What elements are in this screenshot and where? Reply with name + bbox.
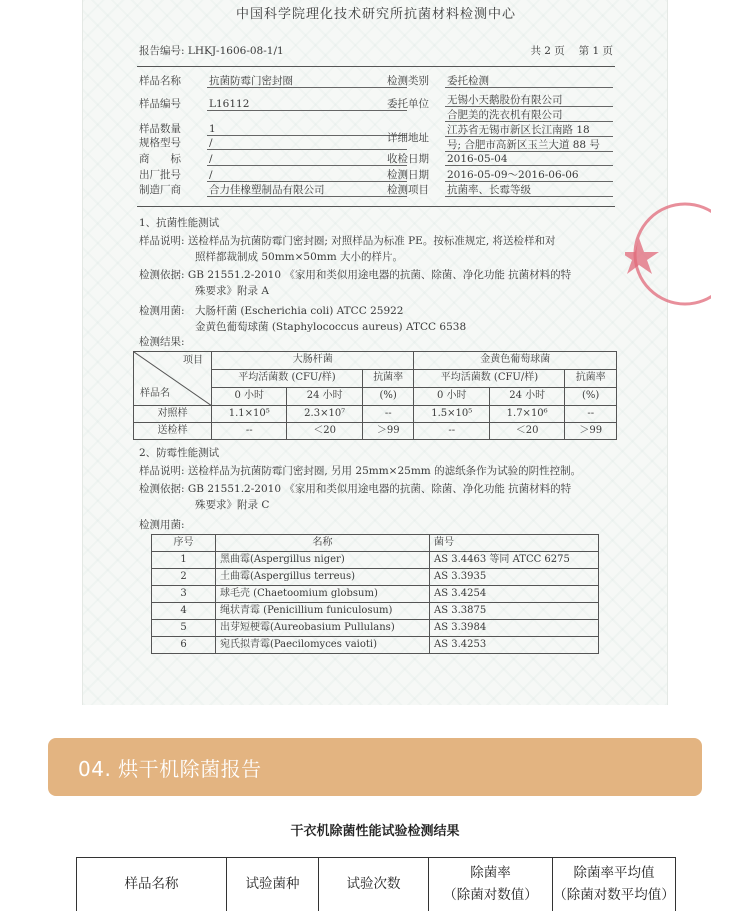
table-cell: 5 — [152, 620, 216, 637]
info-value: / — [207, 152, 407, 166]
avg-header-line: 除菌率平均值 — [573, 864, 655, 881]
report-header-title: 中国科学院理化技术研究所抗菌材料检测中心 — [235, 7, 516, 22]
column-header: 0 小时 — [212, 388, 287, 406]
table-row — [152, 620, 599, 637]
info-value: 2016-05-09～2016-06-06 — [445, 168, 613, 182]
column-header — [553, 858, 676, 911]
table-row — [152, 603, 599, 620]
info-value: 委托检测 — [445, 74, 613, 88]
test-basis: 检测依据: GB 21551.2-2010 《家用和类似用途电器的抗菌、除菌、净化功能 抗菌材料的特 — [139, 483, 572, 495]
results-title: 干衣机除菌性能试验检测结果 — [290, 824, 460, 839]
table-cell: 土曲霉(Aspergillus terreus) — [216, 569, 430, 586]
info-value: 合肥美的洗衣机有限公司 — [445, 108, 613, 122]
table-cell: 出芽短梗霉(Aureobasium Pullulans) — [216, 620, 430, 637]
table-cell: 黑曲霉(Aspergillus niger) — [216, 552, 430, 569]
table-cell: 2 — [152, 569, 216, 586]
table-cell: AS 3.4253 — [430, 637, 599, 654]
table-cell: -- — [362, 406, 414, 423]
table-cell: -- — [414, 423, 489, 440]
info-value: 合力佳橡塑制品有限公司 — [207, 183, 407, 197]
table-cell: AS 3.3984 — [430, 620, 599, 637]
sample-note: 样品说明: 送检样品为抗菌防霉门密封圈; 对照样品为标准 PE。按标准规定, 将送检样和对 — [139, 235, 556, 247]
table-cell: 1 — [152, 552, 216, 569]
column-header: (%) — [565, 388, 617, 406]
info-label: 收检日期 — [387, 153, 429, 165]
column-header: 菌号 — [430, 535, 599, 552]
info-value: 抗菌防霉门密封圈 — [207, 74, 407, 88]
column-header: 24 小时 — [489, 388, 564, 406]
sample-note: 照样都裁制成 50mm×50mm 大小的样片。 — [195, 251, 404, 263]
page-info: 共 2 页 第 1 页 — [530, 45, 613, 57]
dryer-results-table — [76, 857, 676, 911]
info-value: 抗菌率、长霉等级 — [445, 183, 613, 197]
info-value: / — [207, 168, 407, 182]
column-header: 名称 — [216, 535, 430, 552]
table-cell: 绳状青霉 (Penicillium funiculosum) — [216, 603, 430, 620]
info-label: 制造厂商 — [139, 184, 181, 196]
info-value: 1 — [207, 122, 407, 136]
table-cell: 3 — [152, 586, 216, 603]
info-value: L16112 — [207, 97, 407, 111]
table-cell: 宛氏拟青霉(Paecilomyces vaioti) — [216, 637, 430, 654]
test-basis: 检测依据: GB 21551.2-2010 《家用和类似用途电器的抗菌、除菌、净化功能 抗菌材料的特 — [139, 269, 572, 281]
info-label: 样品编号 — [139, 98, 181, 110]
report-number: 报告编号: LHKJ-1606-08-1/1 — [139, 45, 284, 57]
section-banner — [48, 738, 702, 796]
info-value: 2016-05-04 — [445, 152, 613, 166]
strains-label: 检测用菌: — [139, 519, 185, 531]
table-cell: -- — [212, 423, 287, 440]
column-header: (%) — [362, 388, 414, 406]
table-cell: 1.5×10⁵ — [414, 406, 489, 423]
info-label: 检测项目 — [387, 184, 429, 196]
column-header: 序号 — [152, 535, 216, 552]
column-header: 试验菌种 — [227, 858, 319, 911]
test-basis: 殊要求》附录 C — [195, 499, 270, 511]
table-corner-cell — [134, 352, 212, 406]
section-title: 2、防霉性能测试 — [139, 447, 220, 459]
info-value: 无锡小天鹅股份有限公司 — [445, 93, 613, 107]
group-header: 金黄色葡萄球菌 — [414, 352, 617, 370]
sample-note: 样品说明: 送检样品为抗菌防霉门密封圈, 另用 25mm×25mm 的滤纸条作为试验的阴性控制。 — [139, 465, 582, 477]
info-value: 江苏省无锡市新区长江南路 18 — [445, 123, 613, 137]
divider — [137, 66, 615, 67]
info-label: 检测类别 — [387, 75, 429, 87]
column-header — [429, 858, 553, 911]
corner-bottom-label: 样品名 — [140, 387, 170, 399]
table-row — [134, 406, 617, 423]
table-cell: AS 3.3875 — [430, 603, 599, 620]
table-cell: ＜20 — [287, 423, 362, 440]
antibacterial-table — [133, 351, 617, 440]
info-label: 检测日期 — [387, 169, 429, 181]
table-row — [152, 586, 599, 603]
table-cell: AS 3.3935 — [430, 569, 599, 586]
table-cell: AS 3.4463 等同 ATCC 6275 — [430, 552, 599, 569]
fungi-table — [151, 534, 599, 654]
table-cell: 对照样 — [134, 406, 212, 423]
test-basis: 殊要求》附录 A — [195, 285, 269, 297]
table-cell: 1.7×10⁶ — [489, 406, 564, 423]
column-header: 平均活菌数 (CFU/样) — [212, 370, 363, 388]
info-label: 详细地址 — [387, 132, 429, 144]
column-header: 0 小时 — [414, 388, 489, 406]
table-row — [152, 552, 599, 569]
table-row — [134, 423, 617, 440]
info-value: / — [207, 136, 407, 150]
info-label: 委托单位 — [387, 98, 429, 110]
strain-item: 金黄色葡萄球菌 (Staphylococcus aureus) ATCC 6538 — [195, 321, 467, 333]
divider — [137, 206, 615, 207]
table-cell: 送检样 — [134, 423, 212, 440]
column-header: 平均活菌数 (CFU/样) — [414, 370, 565, 388]
strains-label: 检测用菌: — [139, 305, 185, 317]
column-header: 试验次数 — [319, 858, 429, 911]
table-cell: ＞99 — [565, 423, 617, 440]
column-header: 抗菌率 — [565, 370, 617, 388]
table-cell: ＜20 — [489, 423, 564, 440]
table-row — [152, 569, 599, 586]
official-seal-stamp — [625, 198, 711, 310]
table-cell: ＞99 — [362, 423, 414, 440]
column-header: 抗菌率 — [362, 370, 414, 388]
info-label: 商 标 — [139, 153, 181, 165]
table-cell: 4 — [152, 603, 216, 620]
info-value: 号; 合肥市高新区玉兰大道 88 号 — [445, 138, 613, 152]
corner-top-label: 项目 — [183, 355, 203, 366]
report-scan — [82, 0, 668, 705]
rate-header-line: 除菌率 — [470, 864, 511, 881]
rate-header-line: （除菌对数值） — [443, 886, 538, 903]
table-row — [152, 637, 599, 654]
results-label: 检测结果: — [139, 336, 185, 348]
banner-title: 04. 烘干机除菌报告 — [78, 757, 262, 781]
table-cell: 6 — [152, 637, 216, 654]
info-label: 样品名称 — [139, 75, 181, 87]
column-header: 样品名称 — [77, 858, 227, 911]
info-label: 规格型号 — [139, 137, 181, 149]
table-cell: 球毛壳 (Chaetoomium globsum) — [216, 586, 430, 603]
avg-header-line: （除菌对数平均值） — [553, 886, 675, 903]
strain-item: 大肠杆菌 (Escherichia coli) ATCC 25922 — [195, 305, 404, 317]
table-cell: AS 3.4254 — [430, 586, 599, 603]
group-header: 大肠杆菌 — [212, 352, 414, 370]
info-label: 出厂批号 — [139, 169, 181, 181]
table-cell: -- — [565, 406, 617, 423]
table-cell: 2.3×10⁷ — [287, 406, 362, 423]
table-cell: 1.1×10⁵ — [212, 406, 287, 423]
section-title: 1、抗菌性能测试 — [139, 217, 220, 229]
info-label: 样品数量 — [139, 123, 181, 135]
column-header: 24 小时 — [287, 388, 362, 406]
